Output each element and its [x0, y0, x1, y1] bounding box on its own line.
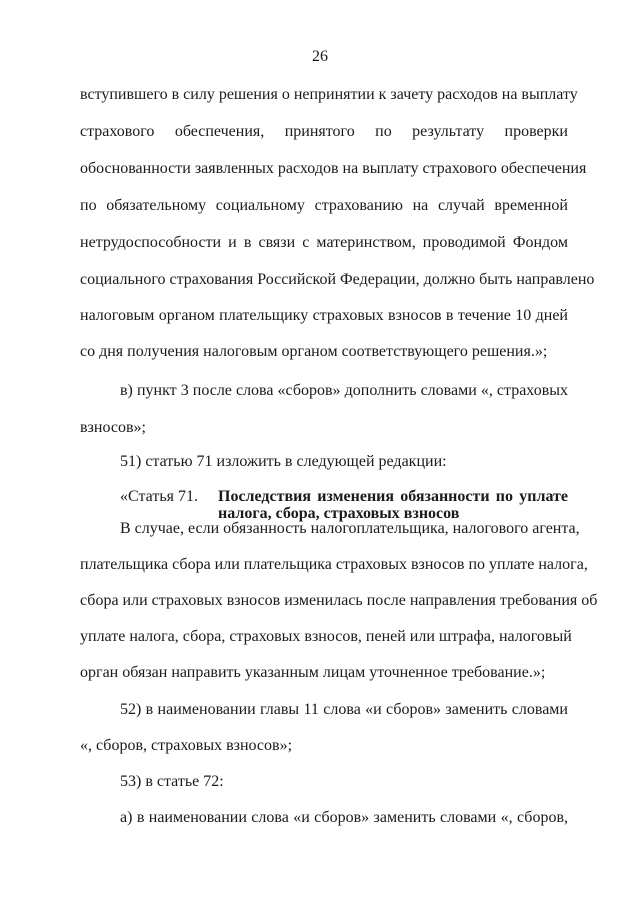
text-line: В случае, если обязанность налогоплательщика, налогового агента,	[120, 520, 580, 537]
text-line: 51) статью 71 изложить в следующей редакции:	[120, 453, 447, 470]
text-line: налоговым органом плательщику страховых взносов в течение 10 дней	[80, 307, 568, 324]
text-line: сбора или страховых взносов изменилась после направления требования об	[80, 592, 598, 609]
text-line: нетрудоспособности и в связи с материнством, проводимой Фондом	[80, 234, 568, 251]
article-title-line: Последствия изменения обязанности по уплате	[218, 488, 568, 505]
text-line: в) пункт 3 после слова «сборов» дополнить словами «, страховых	[120, 382, 568, 399]
text-line: уплате налога, сбора, страховых взносов, пеней или штрафа, налоговый	[80, 628, 572, 645]
article-number: «Статья 71.	[120, 488, 198, 505]
text-line: вступившего в силу решения о непринятии к зачету расходов на выплату	[80, 86, 578, 103]
article-title	[218, 488, 568, 522]
text-line: обоснованности заявленных расходов на выплату страхового обеспечения	[80, 160, 587, 177]
text-line: 53) в статье 72:	[120, 773, 224, 790]
text-line: социального страхования Российской Федерации, должно быть направлено	[80, 271, 595, 288]
text-line: плательщика сбора или плательщика страховых взносов по уплате налога,	[80, 556, 588, 573]
page-number: 26	[312, 48, 328, 65]
text-line: по обязательному социальному страхованию на случай временной	[80, 197, 568, 214]
text-line: орган обязан направить указанным лицам уточненное требование.»;	[80, 664, 546, 681]
text-line: взносов»;	[80, 419, 146, 436]
text-line: «, сборов, страховых взносов»;	[80, 737, 293, 754]
article-title-line: налога, сбора, страховых взносов	[218, 505, 460, 522]
text-line: а) в наименовании слова «и сборов» заменить словами «, сборов,	[120, 809, 568, 826]
article-heading	[80, 488, 568, 524]
text-line: страхового обеспечения, принятого по результату проверки	[80, 123, 568, 140]
text-line: 52) в наименовании главы 11 слова «и сборов» заменить словами	[120, 701, 568, 718]
text-line: со дня получения налоговым органом соответствующего решения.»;	[80, 343, 548, 360]
